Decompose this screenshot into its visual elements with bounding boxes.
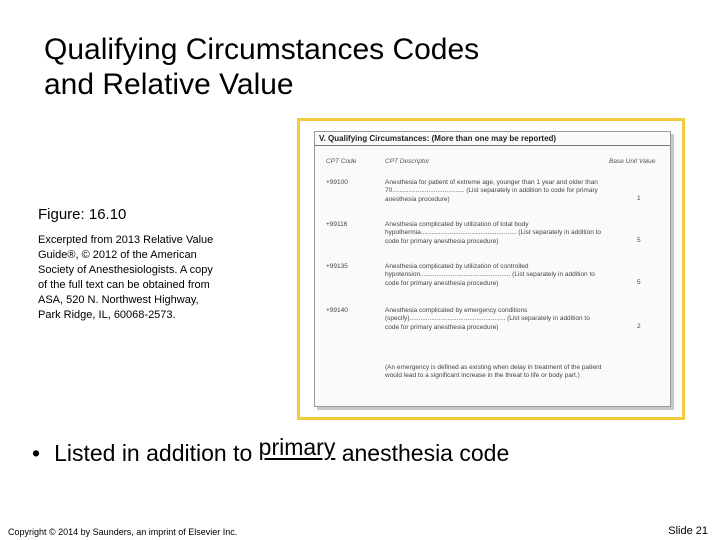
row-value: 5 — [637, 237, 641, 244]
figure-label: Figure: 16.10 — [38, 206, 127, 223]
figure-document-image — [314, 131, 671, 407]
slide-title-line-2: and Relative Value — [44, 68, 294, 101]
slide-number: Slide 21 — [668, 525, 708, 537]
row-code: +99140 — [326, 307, 348, 314]
row-code: +99116 — [326, 221, 348, 228]
footer-copyright: Copyright © 2014 by Saunders, an imprint of Elsevier Inc. — [8, 527, 238, 537]
figure-heading: V. Qualifying Circumstances: (More than one may be reported) — [315, 132, 670, 146]
column-header-value: Base Unit Value — [609, 158, 656, 165]
column-header-code: CPT Code — [326, 158, 357, 165]
slide-title-line-1: Qualifying Circumstances Codes — [44, 33, 480, 66]
row-value: 5 — [637, 279, 641, 286]
row-code: +99100 — [326, 179, 348, 186]
row-descriptor: Anesthesia complicated by utilization of controlled hypotension.................................................. (List separately in addition to code for primary anesthesia procedure) — [385, 263, 595, 287]
bullet-dot: • — [32, 440, 41, 466]
slide-title — [44, 32, 604, 102]
row-descriptor: Anesthesia for patient of extreme age, younger than 1 year and older than 70........................................ (List separately in addition to code for primary anesthesia procedure) — [385, 179, 598, 203]
bullet-point — [32, 434, 510, 467]
row-value: 2 — [637, 323, 641, 330]
figure-frame — [297, 118, 685, 420]
bullet-text-before: Listed in addition to — [54, 440, 253, 466]
row-value: 1 — [637, 195, 641, 202]
bullet-text-after: anesthesia code — [341, 440, 510, 466]
figure-caption: Excerpted from 2013 Relative Value Guide®, © 2012 of the American Society of Anesthesiologists. A copy of the full text can be obtained from ASA, 520 N. Northwest Highway, Park Ridge, IL, 60068-2573. — [38, 234, 214, 321]
row-descriptor: Anesthesia complicated by utilization of total body hypothermia..................................................... (List separately in addition to code for primary anesthesia procedure) — [385, 221, 602, 245]
row-descriptor: Anesthesia complicated by emergency conditions (specify)..................................................... (List separately in addition to code for primary anesthesia procedure) — [385, 307, 590, 331]
bullet-fill-in-word: primary — [258, 434, 336, 460]
row-code: +99135 — [326, 263, 348, 270]
emergency-note: (An emergency is defined as existing when delay in treatment of the patient would lead to a significant increase in the threat to life or body part.) — [385, 364, 602, 380]
column-header-descriptor: CPT Descriptor — [385, 158, 430, 165]
